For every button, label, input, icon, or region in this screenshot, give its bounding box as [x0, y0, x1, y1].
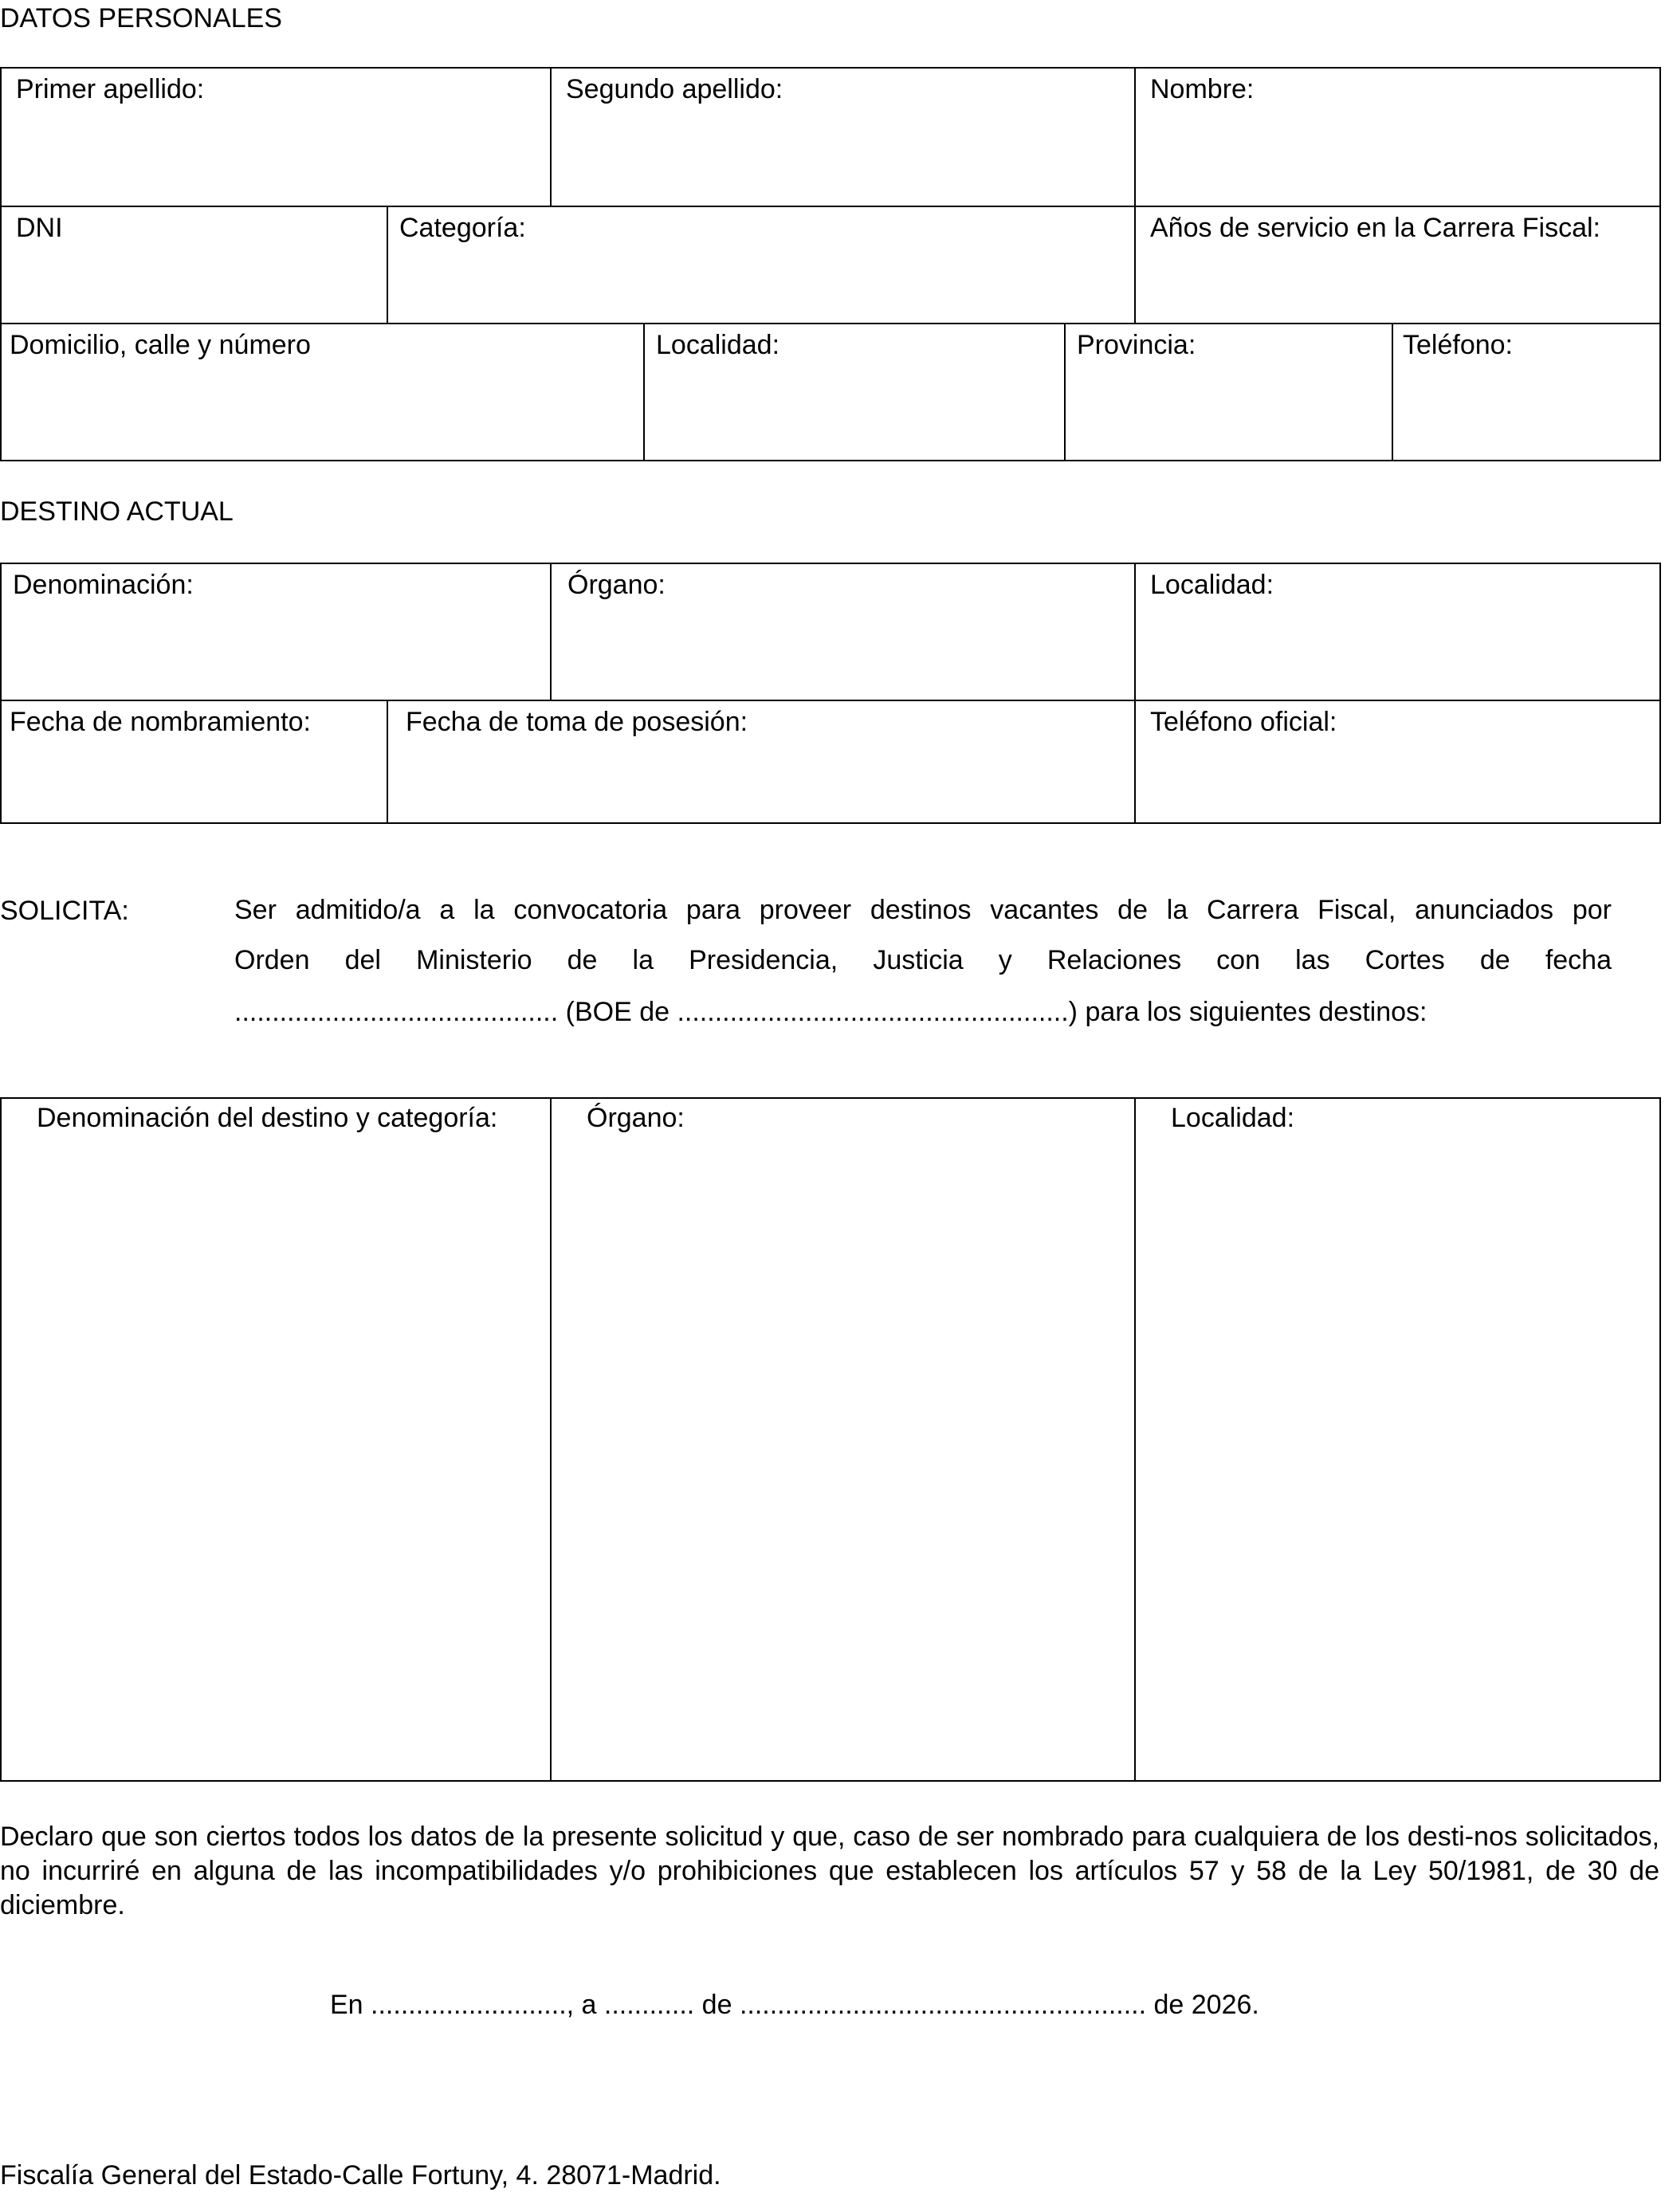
name-field[interactable] — [1136, 69, 1659, 207]
column-header: Órgano: — [587, 1103, 685, 1133]
field-label: Categoría: — [399, 213, 526, 243]
column-header: Localidad: — [1171, 1103, 1295, 1133]
requested-organ-column[interactable] — [552, 1099, 1136, 1780]
field-label: Provincia: — [1077, 330, 1196, 360]
years-of-service-field[interactable] — [1136, 207, 1659, 324]
field-label: Localidad: — [656, 330, 780, 360]
field-label: Segundo apellido: — [566, 74, 783, 104]
date-place-line: En .........................., a ............ de ...................................................... de 2026. — [330, 1990, 1259, 2020]
field-label: Nombre: — [1150, 74, 1255, 104]
organ-field[interactable] — [552, 564, 1136, 701]
requested-locality-column[interactable] — [1136, 1099, 1659, 1780]
personal-data-table — [0, 67, 1661, 461]
solicita-label: SOLICITA: — [0, 896, 129, 926]
declaration-text: Declaro que son ciertos todos los datos de la presente solicitud y que, caso de ser nombrado para cualquiera de los desti-nos solicitados, no incurriré en alguna de las incompatibilidades y/o prohibiciones que establecen los artículos 57 y 58 de la Ley 50/1981, de 30 de diciembre. — [0, 1822, 1659, 1920]
locality-field[interactable] — [645, 324, 1066, 460]
section-title-current: DESTINO ACTUAL — [0, 496, 234, 527]
current-locality-field[interactable] — [1136, 564, 1659, 701]
field-label: Años de servicio en la Carrera Fiscal: — [1150, 213, 1601, 243]
field-label: Fecha de toma de posesión: — [406, 707, 748, 737]
column-header: Denominación del destino y categoría: — [37, 1103, 498, 1133]
field-label: Órgano: — [567, 570, 666, 600]
requested-denomination-column[interactable] — [2, 1099, 552, 1780]
footer-address: Fiscalía General del Estado-Calle Fortuny, 4. 28071-Madrid. — [0, 2160, 721, 2190]
field-label: Domicilio, calle y número — [10, 330, 311, 360]
first-surname-field[interactable] — [2, 69, 552, 207]
official-phone-field[interactable] — [1136, 701, 1659, 822]
field-label: Primer apellido: — [16, 74, 205, 104]
second-surname-field[interactable] — [552, 69, 1136, 207]
address-field[interactable] — [2, 324, 645, 460]
province-field[interactable] — [1066, 324, 1393, 460]
possession-date-field[interactable] — [388, 701, 1136, 822]
field-label: Localidad: — [1150, 570, 1274, 600]
section-title-personal: DATOS PERSONALES — [0, 3, 282, 33]
solicita-line-1: Ser admitido/a a la convocatoria para proveer destinos vacantes de la Carrera Fiscal, anunciados por — [234, 895, 1612, 925]
field-label: Denominación: — [13, 570, 194, 600]
category-field[interactable] — [388, 207, 1136, 324]
appointment-date-field[interactable] — [2, 701, 388, 822]
dni-field[interactable] — [2, 207, 388, 324]
requested-posts-table — [0, 1097, 1661, 1782]
solicita-line-2: Orden del Ministerio de la Presidencia, Justicia y Relaciones con las Cortes de fecha — [234, 945, 1612, 975]
field-label: Fecha de nombramiento: — [10, 707, 311, 737]
field-label: DNI — [16, 213, 63, 243]
field-label: Teléfono: — [1403, 330, 1513, 360]
field-label: Teléfono oficial: — [1150, 707, 1337, 737]
denomination-field[interactable] — [2, 564, 552, 701]
current-post-table — [0, 563, 1661, 824]
phone-field[interactable] — [1393, 324, 1659, 460]
solicita-line-3: ........................................... (BOE de ....................................................) para los siguientes destinos: — [234, 997, 1427, 1027]
